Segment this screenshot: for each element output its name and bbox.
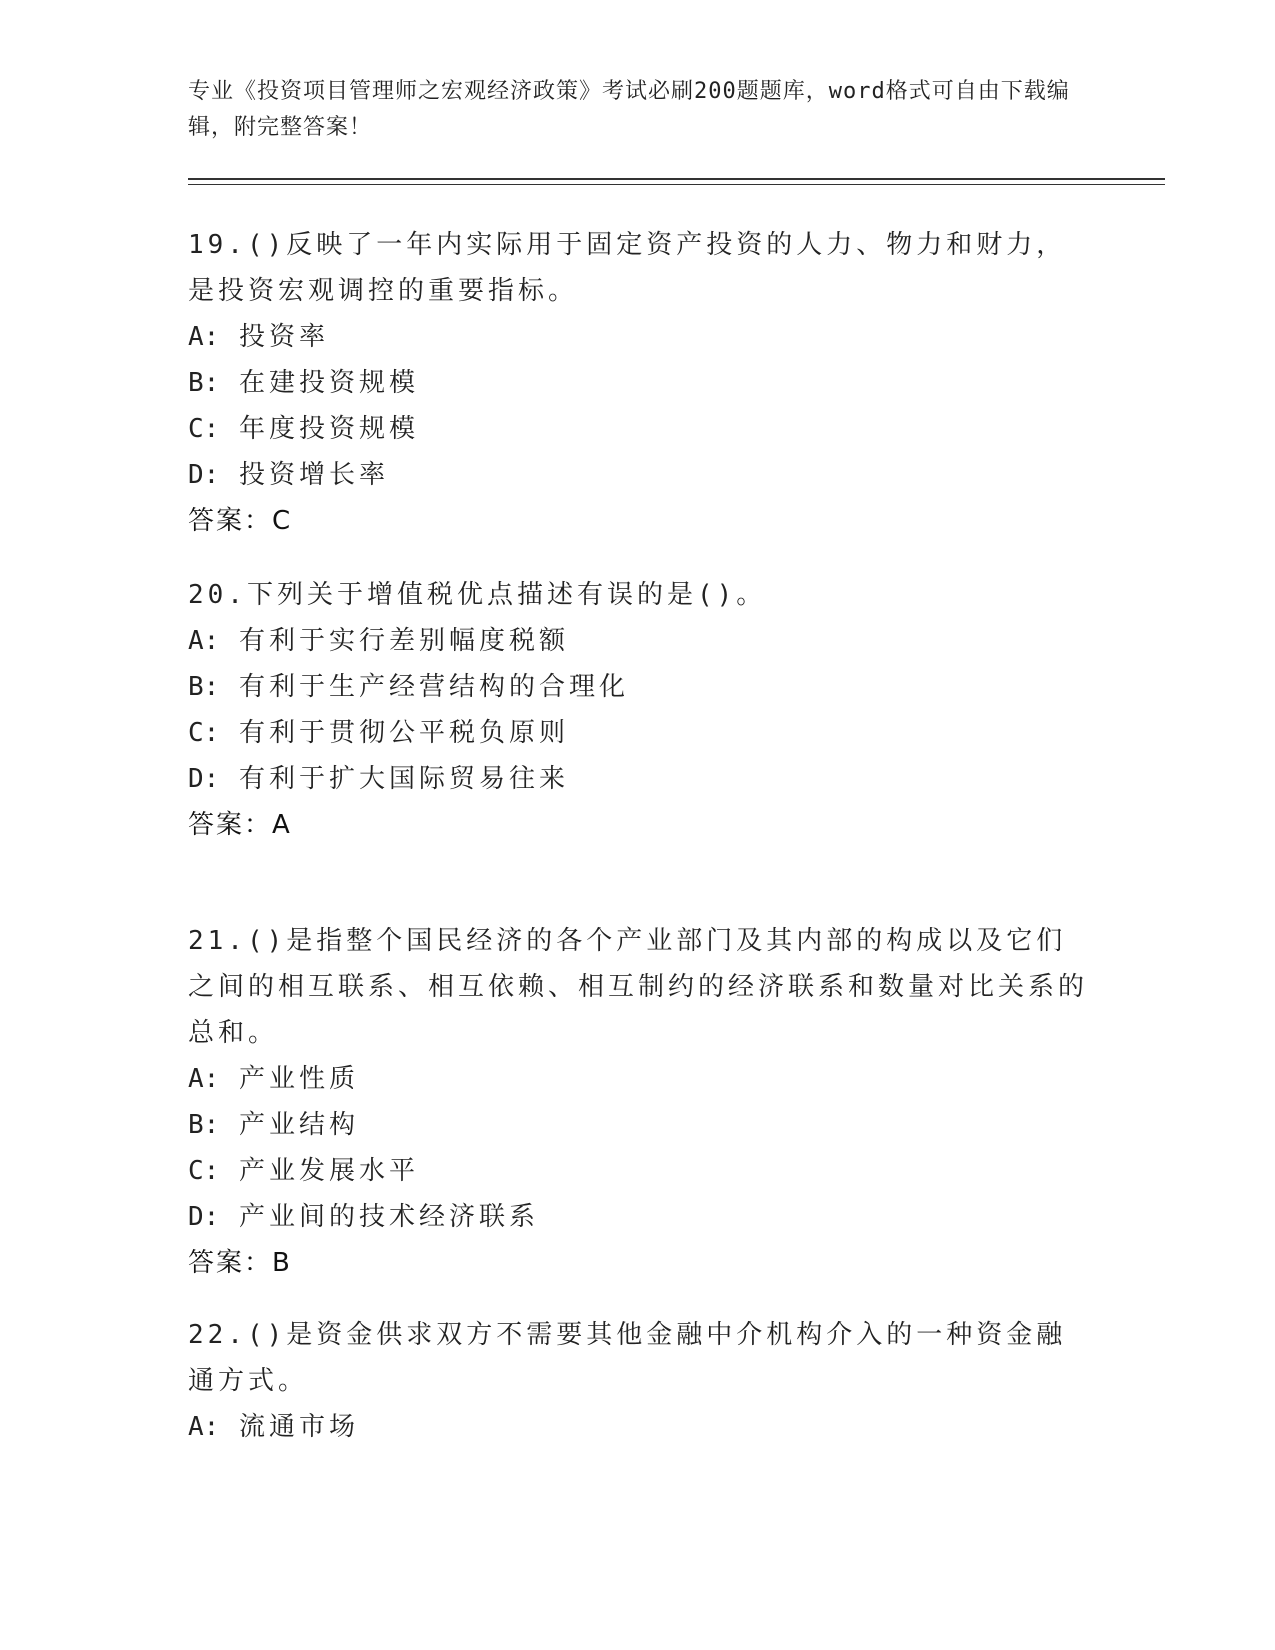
question-stem: 22.()是资金供求双方不需要其他金融中介机构介入的一种资金融通方式。 — [188, 1320, 1067, 1396]
option-c: C: 产业发展水平 — [188, 1156, 419, 1186]
question-20 — [188, 572, 1088, 848]
document-header: 专业《投资项目管理师之宏观经济政策》考试必刷200题题库，word格式可自由下载编辑，附完整答案！ — [188, 79, 1070, 140]
question-19 — [188, 222, 1088, 544]
question-21 — [188, 918, 1088, 1286]
header-divider-thin — [188, 184, 1165, 185]
option-d: D: 投资增长率 — [188, 460, 389, 490]
option-c: C: 有利于贯彻公平税负原则 — [188, 718, 569, 748]
question-stem: 19.()反映了一年内实际用于固定资产投资的人力、物力和财力，是投资宏观调控的重要指标。 — [188, 230, 1067, 306]
answer-label: 答案：C — [188, 506, 293, 536]
option-c: C: 年度投资规模 — [188, 414, 419, 444]
answer-label: 答案：A — [188, 810, 292, 840]
option-b: B: 产业结构 — [188, 1110, 359, 1140]
header-divider-thick — [188, 178, 1165, 180]
option-d: D: 有利于扩大国际贸易往来 — [188, 764, 569, 794]
option-a: A: 有利于实行差别幅度税额 — [188, 626, 569, 656]
option-d: D: 产业间的技术经济联系 — [188, 1202, 539, 1232]
option-b: B: 在建投资规模 — [188, 368, 419, 398]
option-a: A: 产业性质 — [188, 1064, 359, 1094]
option-a: A: 流通市场 — [188, 1412, 359, 1442]
answer-label: 答案：B — [188, 1248, 292, 1278]
question-22 — [188, 1312, 1088, 1450]
question-stem: 20.下列关于增值税优点描述有误的是()。 — [188, 580, 767, 610]
question-stem: 21.()是指整个国民经济的各个产业部门及其内部的构成以及它们之间的相互联系、相互依赖、相互制约的经济联系和数量对比关系的总和。 — [188, 926, 1089, 1048]
option-b: B: 有利于生产经营结构的合理化 — [188, 672, 629, 702]
option-a: A: 投资率 — [188, 322, 329, 352]
